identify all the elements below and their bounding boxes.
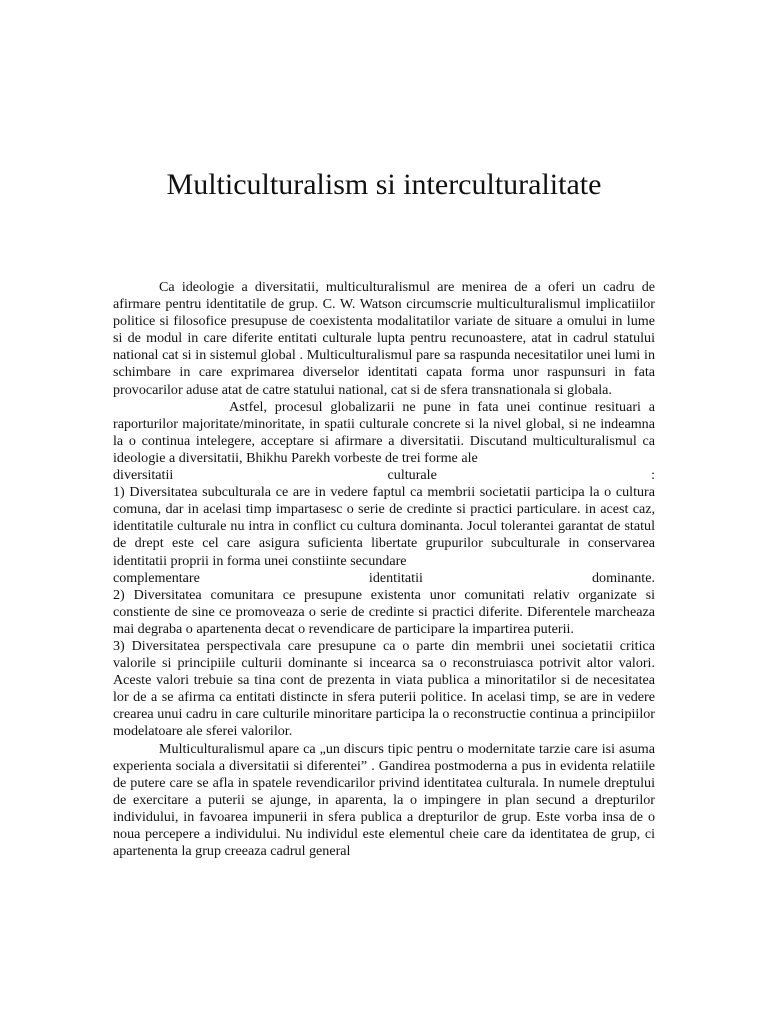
paragraph-globalization: Astfel, procesul globalizarii ne pune in fata unei continue resituari a raporturilor majoritate/minoritate, in spatii culturale concrete si la nivel global, si ne indeamna la o continua intelegere, acceptare si afirmare a diversitatii. Discutand multiculturalismul ca ideologie a diversitatii, Bhikhu Parekh vorbeste de trei forme ale: [113, 398, 655, 466]
paragraph-subcultural: 1) Diversitatea subculturala ce are in vedere faptul ca membrii societatii participa la o cultura comuna, dar in acelasi timp impartasesc o serie de credinte si practici particulare. in acest caz, identitatile culturale nu intra in conflict cu cultura dominanta. Jocul tolerantei garantat de statul de drept este cel care asigura suficienta libertate grupurilor subculturale in conservarea identitatii proprii in forma unei constiinte secundare: [113, 484, 655, 569]
paragraph-intro: Ca ideologie a diversitatii, multiculturalismul are menirea de a oferi un cadru de afirmare pentru identitatile de grup. C. W. Watson circumscrie multiculturalismul implicatiilor politice si filosofice presupuse de coexistenta modalitatilor variate de situare a omului in lume si de modul in care diferite entitati culturale lupta pentru recunoastere, atat in cadrul statului national cat si in sistemul global . Multiculturalismul pare sa raspunda necesitatilor unei lumi in schimbare in care exprimarea diverselor identitati capata forma unor raspunsuri in fata provocarilor aduse atat de catre statului national, cat si de sfera transnationala si globala.: [113, 279, 655, 398]
paragraph-postmodern: Multiculturalismul apare ca „un discurs tipic pentru o modernitate tarzie care isi asuma experienta sociala a diversitatii si diferentei” . Gandirea postmoderna a pus in evidenta relatiile de putere care se afla in spatele revendicarilor privind identitatea culturala. In numele dreptului de exercitare a puterii se ajunge, in aparenta, la o impingere in plan secund a drepturilor individului, in favoarea impunerii in sfera publica a drepturilor de grup. Este vorba insa de o noua percepere a individului. Nu individul este elementul cheie care da identitatea de grup, ci apartenenta la grup creeaza cadrul general: [113, 740, 655, 860]
paragraph-communitarian: 2) Diversitatea comunitara ce presupune existenta unor comunitati relativ organizate si constiente de sine ce promoveaza o serie de credinte si practici diferite. Diferentele marcheaza mai degraba o apartenenta decat o revendicare de participare la impartirea puterii.: [113, 586, 655, 637]
paragraph-perspectival: 3) Diversitatea perspectivala care presupune ca o parte din membrii unei societatii critica valorile si principiile culturii dominante si incearca sa o reconstruiasca potrivit altor valori. Aceste valori trebuie sa tina cont de prezenta in viata publica a minoritatilor si de necesitatea lor de a se afirma ca entitati distincte in sfera puterii politice. In acelasi timp, se are in vedere crearea unui cadru in care culturile minoritare participa la o reconstructie continua a principiilor modelatoare ale sferei valorilor.: [113, 637, 655, 740]
document-title: Multiculturalism si interculturalitate: [166, 168, 602, 201]
paragraph-complementary: complementare identitatii dominante.: [113, 569, 655, 586]
paragraph-diversity-heading: diversitatii culturale :: [113, 467, 655, 484]
document-body: [113, 279, 655, 860]
